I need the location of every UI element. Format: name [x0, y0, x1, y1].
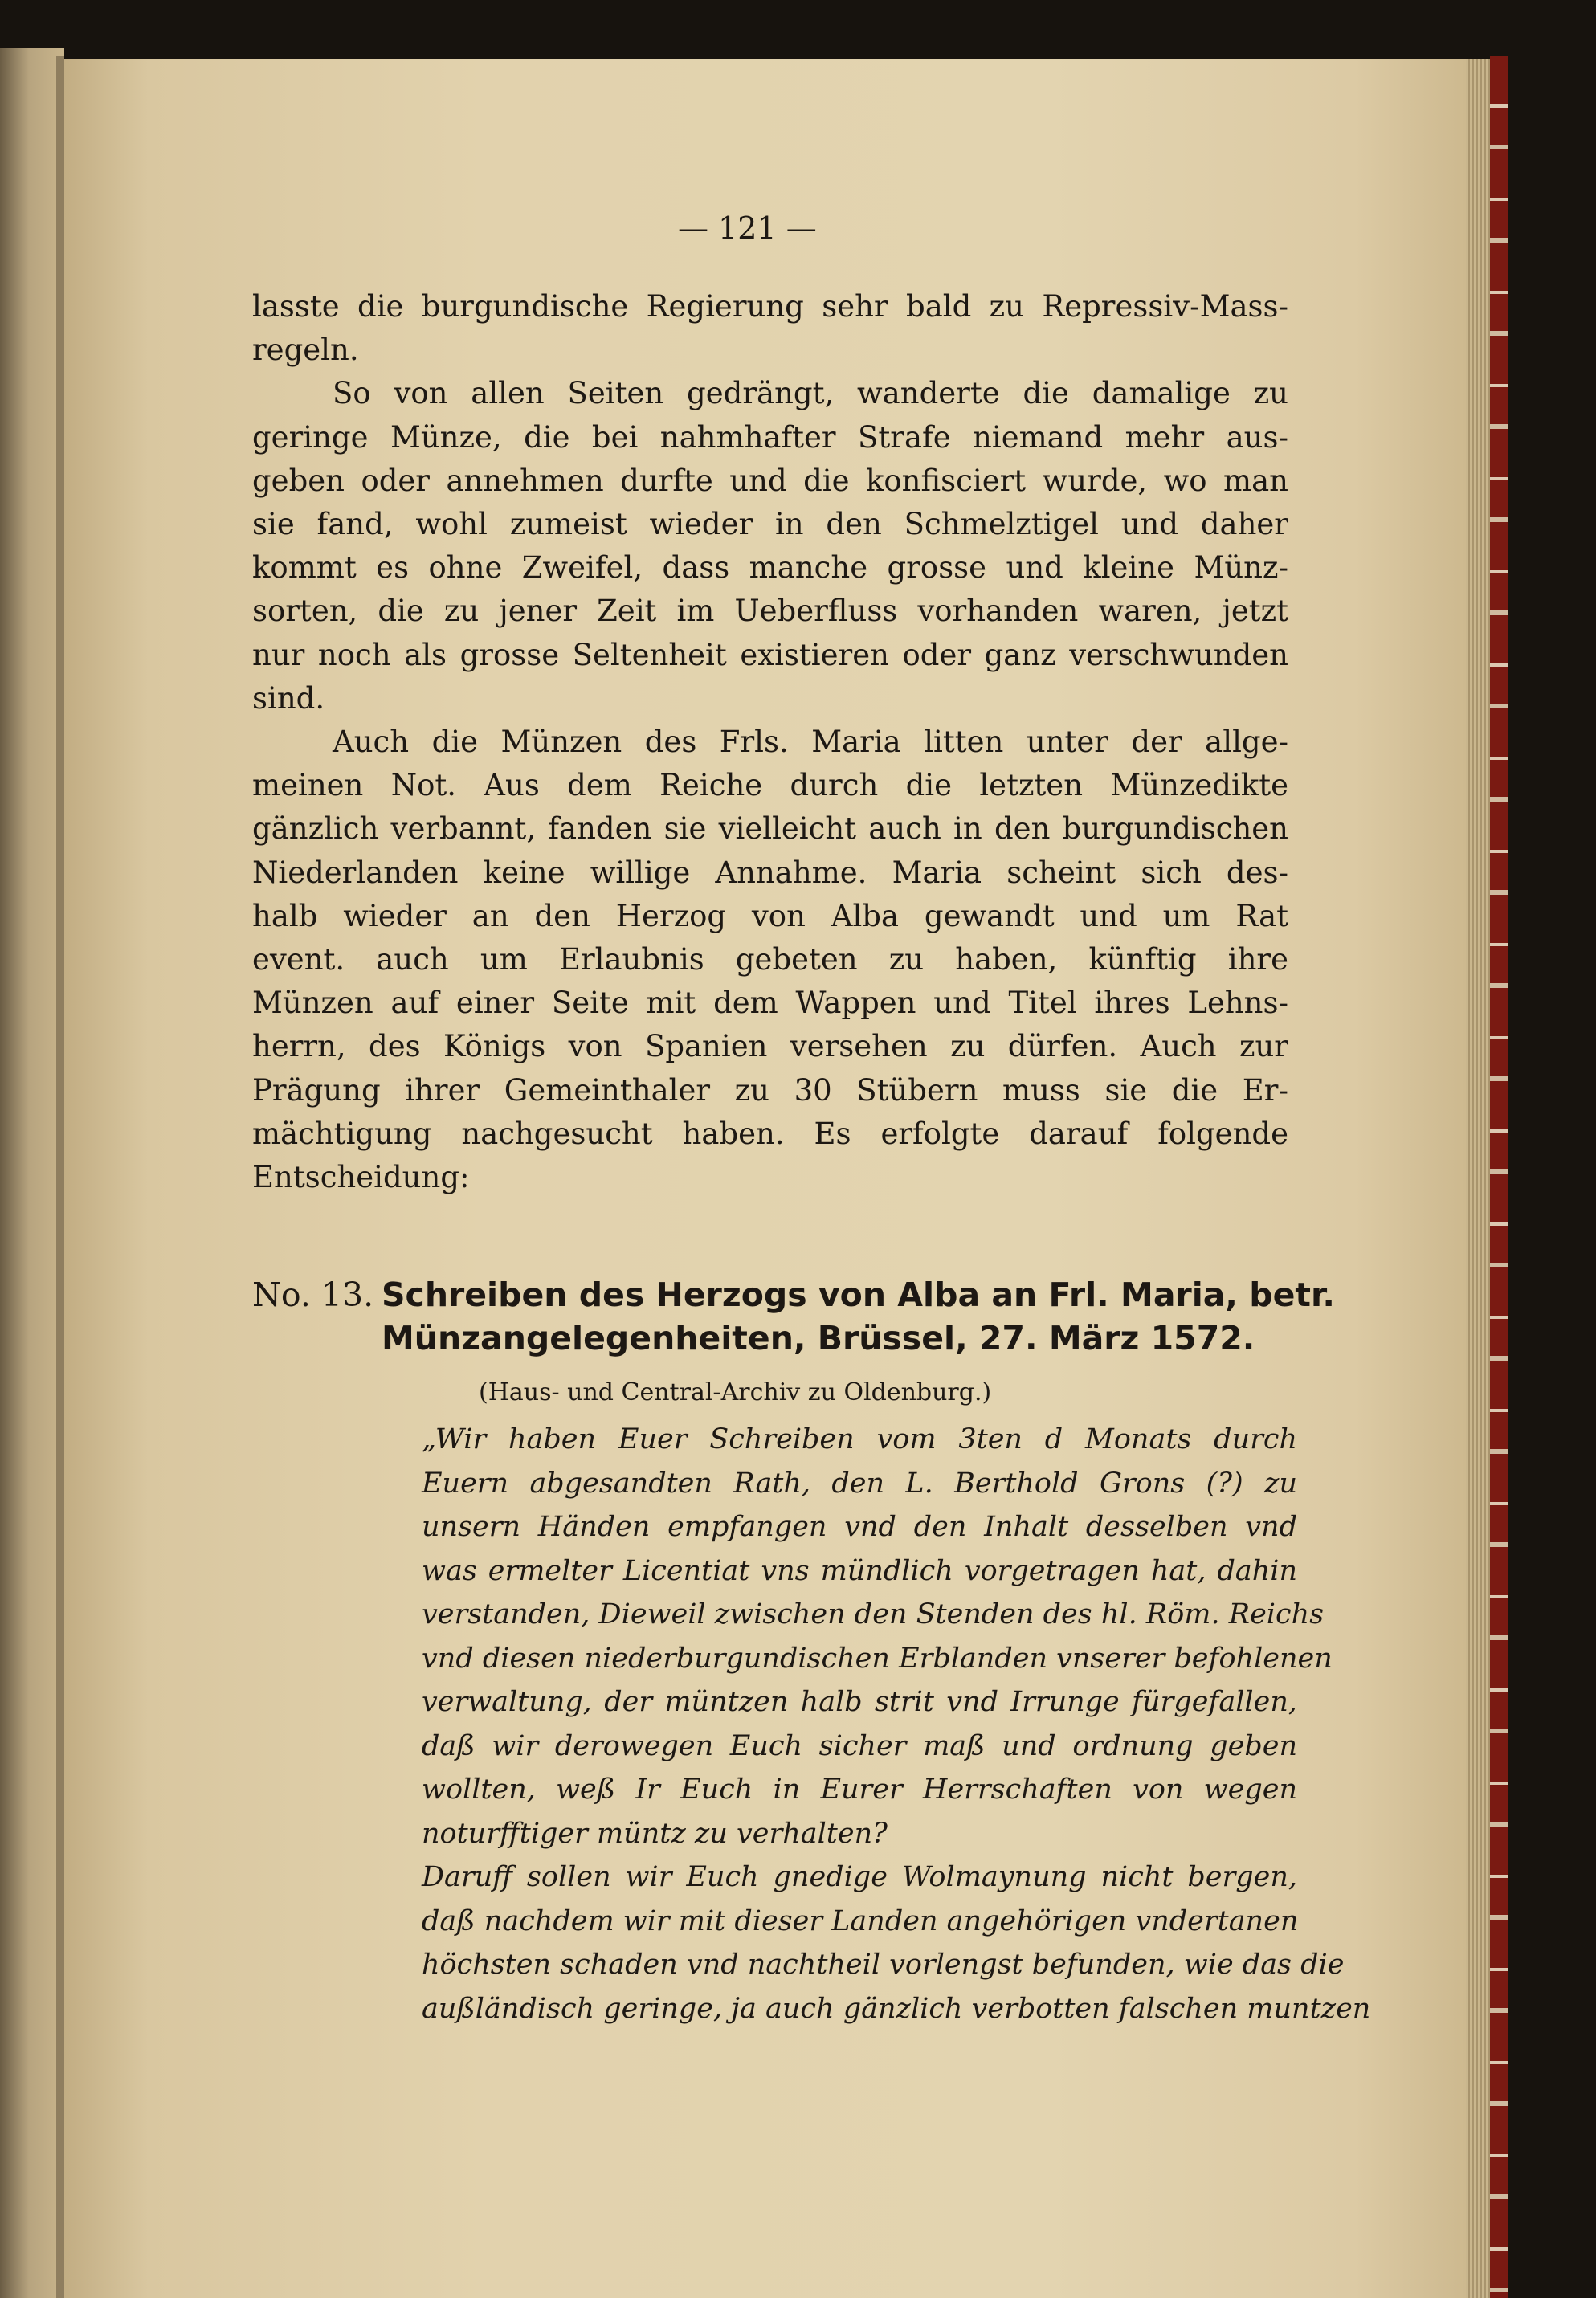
quote-line: unsern Händen empfangen vnd den Inhalt desselben vnd [422, 1511, 1297, 1543]
book-cover-edge [1490, 56, 1508, 2298]
left-page-margin [0, 48, 64, 2298]
body-line: gänzlich verbannt, fanden sie vielleicht auch in den burgundischen [252, 811, 1288, 847]
quote-line: noturfftiger müntz zu verhalten? [422, 1817, 888, 1850]
body-line: geringe Münze, die bei nahmhafter Strafe niemand mehr aus- [252, 419, 1288, 455]
left-page-edge [56, 56, 64, 2298]
body-line: kommt es ohne Zweifel, dass manche grosse und kleine Münz- [252, 550, 1288, 586]
quote-line: daß nachdem wir mit dieser Landen angehörigen vndertanen [422, 1904, 1299, 1937]
quoted-letter [422, 1418, 1371, 2031]
quote-line: Daruff sollen wir Euch gnedige Wolmaynung nicht bergen, [422, 1861, 1297, 1893]
body-line: Münzen auf einer Seite mit dem Wappen und Titel ihres Lehns- [252, 986, 1288, 1021]
quote-line: verwaltung, der müntzen halb strit vnd Irrunge fürgefallen, [422, 1686, 1297, 1718]
body-line: sorten, die zu jener Zeit im Ueberfluss vorhanden waren, jetzt [252, 594, 1288, 629]
cover-pattern [1490, 56, 1508, 2298]
document-title-line-2: Münzangelegenheiten, Brüssel, 27. März 1572. [382, 1319, 1255, 1357]
body-line: lasste die burgundische Regierung sehr bald zu Repressiv-Mass- [252, 289, 1288, 324]
body-line: mächtigung nachgesucht haben. Es erfolgte darauf folgende [252, 1116, 1288, 1151]
quote-line: vnd diesen niederburgundischen Erblanden vnserer befohlenen [422, 1642, 1333, 1675]
body-paragraphs [252, 285, 1288, 1199]
body-line: sie fand, wohl zumeist wieder in den Schmelztigel und daher [252, 507, 1288, 542]
document-title-line-1: Schreiben des Herzogs von Alba an Frl. Maria, betr. [382, 1276, 1335, 1314]
quote-line: was ermelter Licentiat vns mündlich vorgetragen hat, dahin [422, 1554, 1297, 1587]
body-line: Auch die Münzen des Frls. Maria litten unter der allge- [333, 725, 1288, 760]
page-number: — 121 — [678, 210, 817, 246]
quote-line: Euern abgesandten Rath, den L. Berthold Grons (?) zu [422, 1467, 1297, 1500]
body-line: Niederlanden keine willige Annahme. Maria scheint sich des- [252, 855, 1288, 890]
quote-line: außländisch geringe, ja auch gänzlich verbotten falschen muntzen [422, 1992, 1371, 2025]
body-line: So von allen Seiten gedrängt, wanderte die damalige zu [333, 376, 1288, 411]
body-line: meinen Not. Aus dem Reiche durch die letzten Münzedikte [252, 768, 1288, 803]
quote-line: höchsten schaden vnd nachtheil vorlengst befunden, wie das die [422, 1949, 1345, 1981]
body-line: Prägung ihrer Gemeinthaler zu 30 Stübern muss sie die Er- [252, 1072, 1288, 1108]
body-line: regeln. [252, 333, 359, 368]
body-line: geben oder annehmen durfte und die konfisciert wurde, wo man [252, 463, 1288, 498]
body-line: herrn, des Königs von Spanien versehen zu dürfen. Auch zur [252, 1029, 1288, 1064]
body-line: Entscheidung: [252, 1160, 470, 1195]
quote-line: daß wir derowegen Euch sicher maß und ordnung geben [422, 1729, 1297, 1762]
quote-line: „Wir haben Euer Schreiben vom 3ten d Monats durch [422, 1423, 1297, 1455]
page-stack-edges [1466, 59, 1490, 2298]
body-line: halb wieder an den Herzog von Alba gewandt und um Rat [252, 898, 1288, 933]
body-line: nur noch als grosse Seltenheit existieren oder ganz verschwunden [252, 637, 1288, 672]
body-line: event. auch um Erlaubnis gebeten zu haben, künftig ihre [252, 942, 1288, 978]
archive-source: (Haus- und Central-Archiv zu Oldenburg.) [479, 1378, 992, 1406]
document-number: No. 13. [252, 1276, 374, 1314]
body-line: sind. [252, 680, 325, 716]
quote-line: verstanden, Dieweil zwischen den Stenden des hl. Röm. Reichs [422, 1598, 1325, 1631]
quote-line: wollten, weß Ir Euch in Eurer Herrschaften von wegen [422, 1774, 1297, 1806]
